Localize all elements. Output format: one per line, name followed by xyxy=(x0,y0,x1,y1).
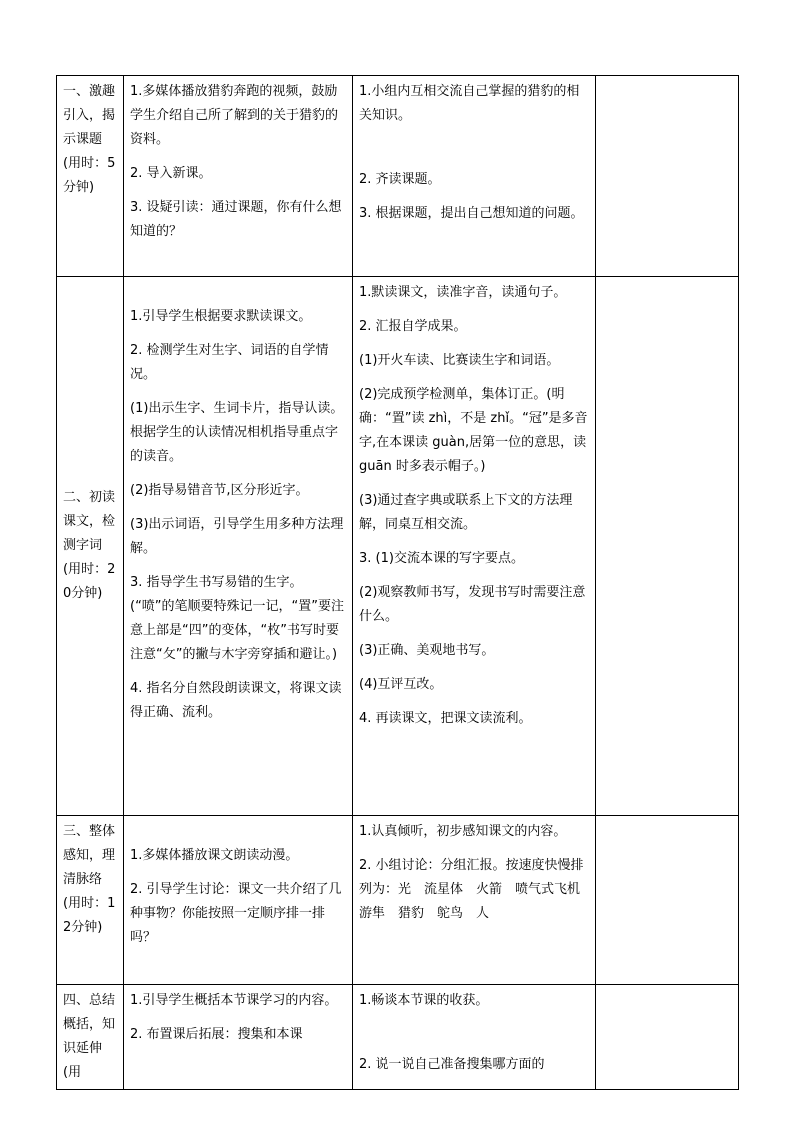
teacher-step: 4. 指名分自然段朗读课文，将课文读得正确、流利。 xyxy=(130,681,342,720)
student-step: 2. 小组讨论：分组汇报。按速度快慢排列为：光 流星体 火箭 喷气式飞机 游隼 猎豹 鸵鸟 人 xyxy=(359,858,594,921)
student-step: 1.小组内互相交流自己掌握的猎豹的相关知识。 xyxy=(359,84,580,123)
teacher-step: 1.引导学生根据要求默读课文。 xyxy=(130,309,312,324)
student-activity-cell xyxy=(353,816,596,985)
student-step: 4. 再读课文，把课文读流利。 xyxy=(359,711,532,726)
teacher-step: 2. 导入新课。 xyxy=(130,166,212,181)
student-step: 3. (1)交流本课的写字要点。 xyxy=(359,551,524,566)
note-cell xyxy=(596,277,739,816)
table-row xyxy=(57,985,739,1090)
teacher-step: (2)指导易错音节,区分形近字。 xyxy=(130,483,309,498)
student-step: (3)通过查字典或联系上下文的方法理解，同桌互相交流。 xyxy=(359,493,573,532)
teacher-step: (3)出示词语，引导学生用多种方法理解。 xyxy=(130,517,344,556)
teacher-activity-cell xyxy=(124,277,353,816)
student-step: 2. 齐读课题。 xyxy=(359,172,441,187)
table-row xyxy=(57,816,739,985)
student-step: 2. 说一说自己准备搜集哪方面的 xyxy=(359,1057,545,1072)
teacher-step: 1.引导学生概括本节课学习的内容。 xyxy=(130,993,338,1008)
student-step: (4)互评互改。 xyxy=(359,677,443,692)
student-step: 1.畅谈本节课的收获。 xyxy=(359,993,489,1008)
stage-cell: 四、总结概括，知识延伸(用 xyxy=(57,985,124,1090)
note-cell xyxy=(596,76,739,277)
note-cell xyxy=(596,985,739,1090)
teacher-step: 3. 设疑引读：通过课题，你有什么想知道的？ xyxy=(130,200,342,239)
student-step: 3. 根据课题，提出自己想知道的问题。 xyxy=(359,206,584,221)
teacher-step: 1.多媒体播放猎豹奔跑的视频，鼓励学生介绍自己所了解到的关于猎豹的资料。 xyxy=(130,84,339,147)
table-row xyxy=(57,277,739,816)
student-step: 2. 汇报自学成果。 xyxy=(359,319,467,334)
student-activity-cell xyxy=(353,76,596,277)
student-step: (2)完成预学检测单，集体订正。(明确：“置”读 zhì，不是 zhǐ。“冠”是多音字,在本课读 guàn,居第一位的意思，读 guān 时多表示帽子。) xyxy=(359,387,588,474)
stage-cell: 一、激趣引入，揭示课题(用时：5分钟) xyxy=(57,76,124,277)
student-activity-cell xyxy=(353,277,596,816)
student-activity-cell xyxy=(353,985,596,1090)
teacher-activity-cell xyxy=(124,816,353,985)
student-step: 1.认真倾听，初步感知课文的内容。 xyxy=(359,824,567,839)
student-step: (1)开火车读、比赛读生字和词语。 xyxy=(359,353,560,368)
table-row xyxy=(57,76,739,277)
lesson-plan-table xyxy=(56,75,739,1090)
teacher-step: 2. 引导学生讨论：课文一共介绍了几种事物？你能按照一定顺序排一排吗？ xyxy=(130,882,342,945)
teacher-step: 1.多媒体播放课文朗读动漫。 xyxy=(130,848,299,863)
teacher-step: (1)出示生字、生词卡片，指导认读。根据学生的认读情况相机指导重点字的读音。 xyxy=(130,401,344,464)
teacher-activity-cell xyxy=(124,985,353,1090)
stage-cell: 三、整体感知，理清脉络(用时：12分钟) xyxy=(57,816,124,985)
student-step: (2)观察教师书写，发现书写时需要注意什么。 xyxy=(359,585,586,624)
teacher-step: 2. 检测学生对生字、词语的自学情况。 xyxy=(130,343,329,382)
stage-cell: 二、初读课文，检测字词(用时：20分钟) xyxy=(57,277,124,816)
teacher-step: 3. 指导学生书写易错的生字。(“喷”的笔顺要特殊记一记，“置”要注意上部是“四”的变体，“枚”书写时要注意“攵”的撇与木字旁穿插和避让。) xyxy=(130,575,345,662)
teacher-step: 2. 布置课后拓展：搜集和本课 xyxy=(130,1027,303,1042)
student-step: 1.默读课文，读准字音，读通句子。 xyxy=(359,285,567,300)
teacher-activity-cell xyxy=(124,76,353,277)
student-step: (3)正确、美观地书写。 xyxy=(359,643,495,658)
note-cell xyxy=(596,816,739,985)
